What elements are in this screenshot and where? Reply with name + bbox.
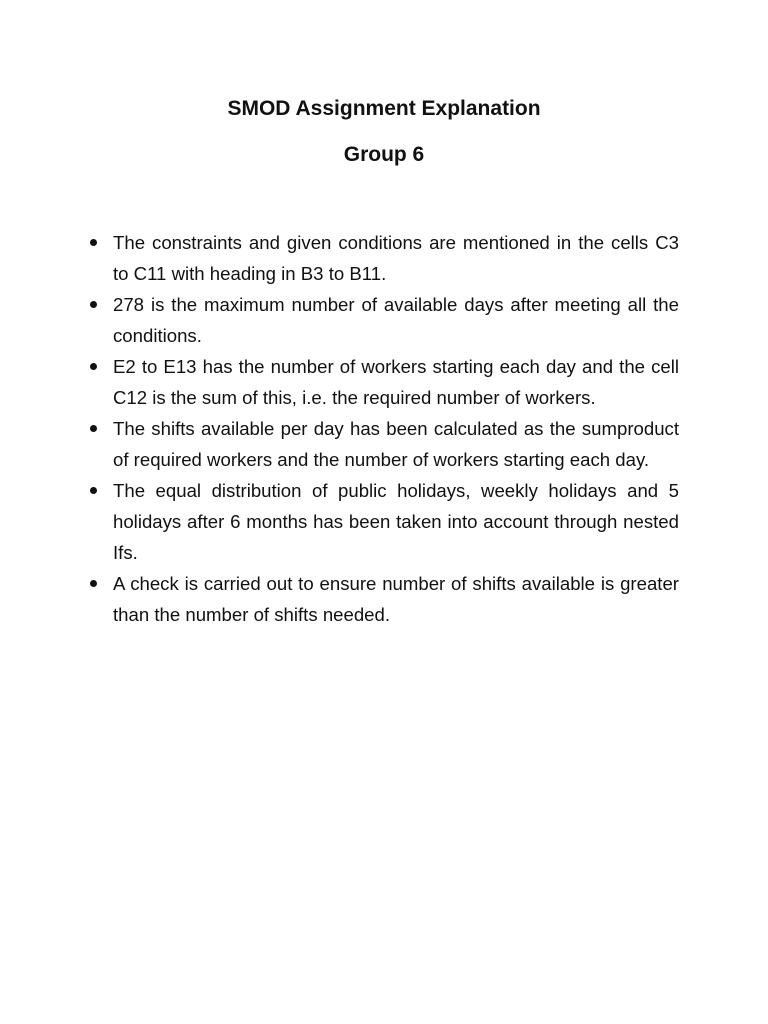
page-title: SMOD Assignment Explanation [227, 97, 541, 120]
bullet-icon [90, 487, 97, 494]
list-item [84, 351, 679, 413]
list-item-text: The constraints and given conditions are mentioned in the cells C3 to C11 with heading in B3 to B11. [113, 232, 679, 284]
list-item-text: The equal distribution of public holidays, weekly holidays and 5 holidays after 6 months has been taken into account through nested Ifs. [113, 480, 679, 563]
list-item-text: A check is carried out to ensure number of shifts available is greater than the number of shifts needed. [113, 573, 679, 625]
bullet-icon [90, 425, 97, 432]
bullet-icon [90, 301, 97, 308]
list-item [84, 413, 679, 475]
bullet-icon [90, 580, 97, 587]
page-subtitle: Group 6 [343, 143, 425, 166]
list-item-text: The shifts available per day has been calculated as the sumproduct of required workers and the number of workers starting each day. [113, 418, 679, 470]
list-item [84, 289, 679, 351]
bullet-icon [90, 239, 97, 246]
bullet-icon [90, 363, 97, 370]
list-item-text: E2 to E13 has the number of workers starting each day and the cell C12 is the sum of this, i.e. the required number of workers. [113, 356, 679, 408]
list-item-text: 278 is the maximum number of available days after meeting all the conditions. [113, 294, 679, 346]
list-item [84, 227, 679, 289]
list-item [84, 475, 679, 568]
bullet-list [84, 227, 679, 630]
list-item [84, 568, 679, 630]
